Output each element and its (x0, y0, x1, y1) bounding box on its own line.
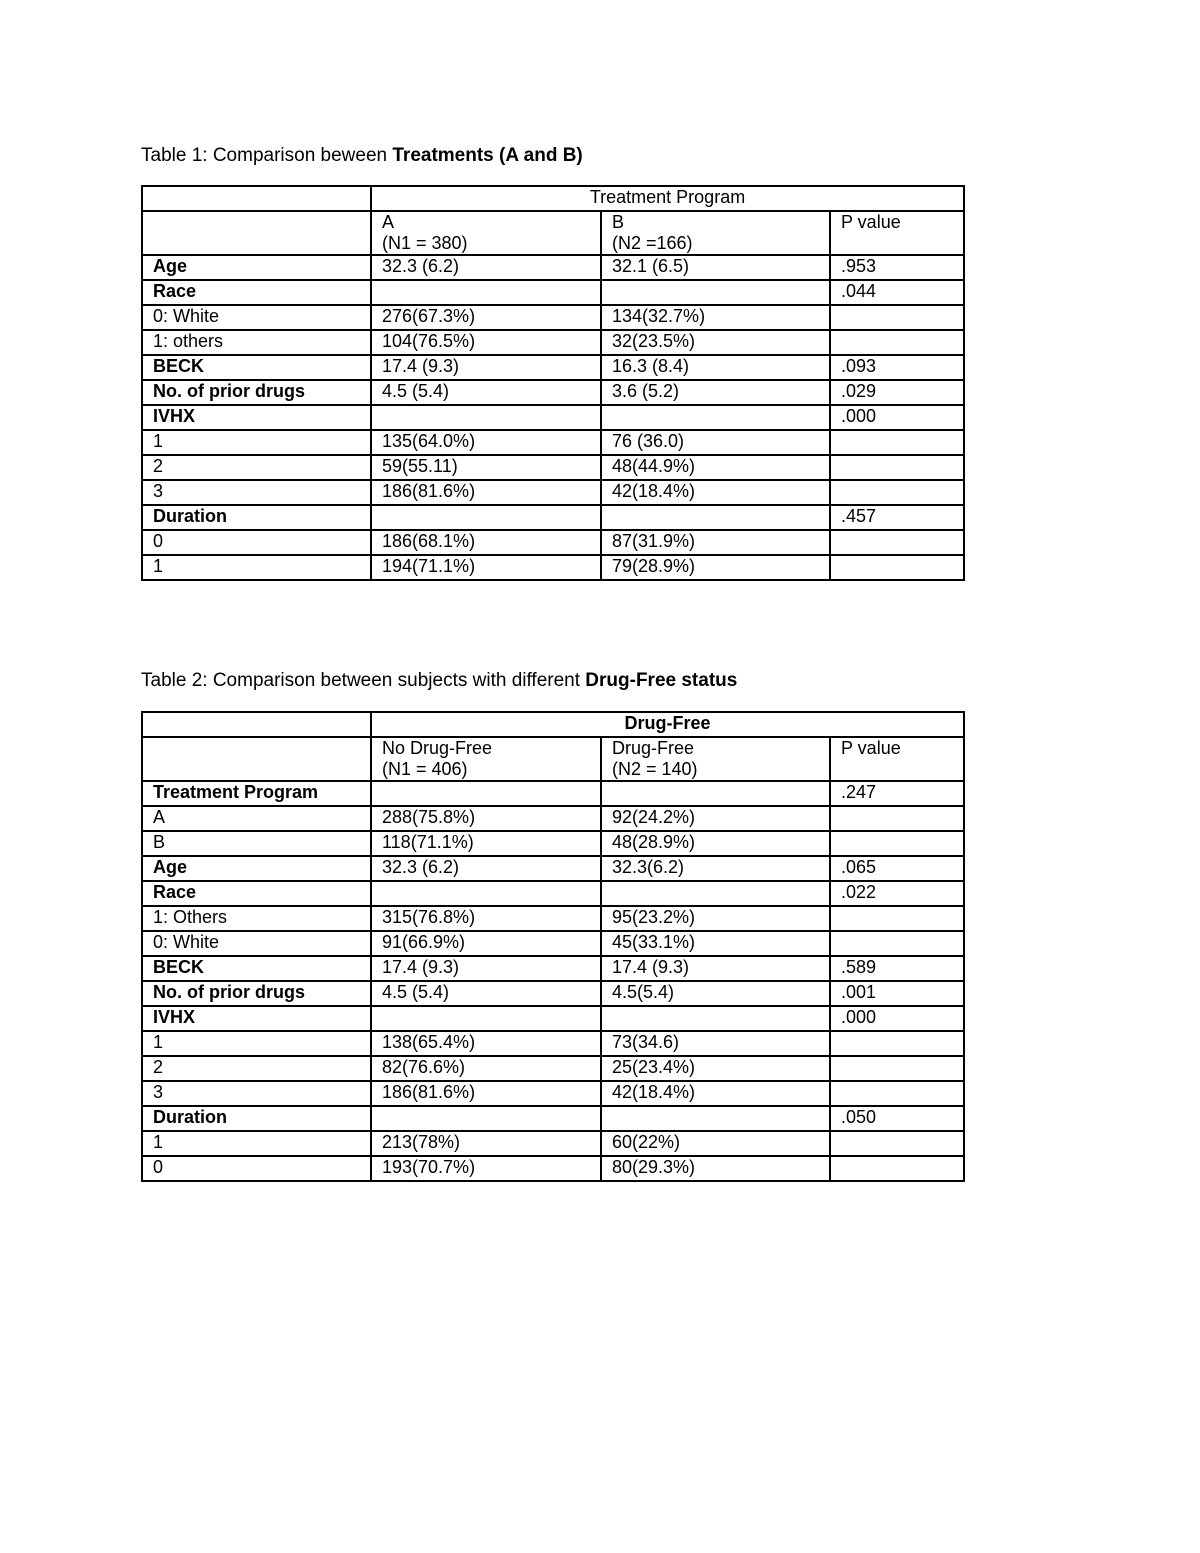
table-row (142, 906, 964, 931)
cell-b (601, 881, 830, 906)
table-row (142, 555, 964, 580)
cell-p-value: .044 (830, 280, 964, 305)
row-label: IVHX (142, 405, 371, 430)
row-label: 1 (142, 430, 371, 455)
cell-p-value (830, 906, 964, 931)
cell-p-value (830, 806, 964, 831)
cell-a: 315(76.8%) (371, 906, 601, 931)
table-row (142, 981, 964, 1006)
cell-a: 186(81.6%) (371, 480, 601, 505)
cell-b: 32(23.5%) (601, 330, 830, 355)
table2-col-p-header: P value (830, 737, 964, 781)
table2-caption (141, 670, 737, 692)
table1-col-b-header (601, 211, 830, 255)
cell-a: 186(81.6%) (371, 1081, 601, 1106)
table2-col-a-header (371, 737, 601, 781)
row-label: Age (142, 255, 371, 280)
cell-b: 73(34.6) (601, 1031, 830, 1056)
table1-caption-bold: Treatments (A and B) (392, 145, 583, 166)
cell-b: 79(28.9%) (601, 555, 830, 580)
table-row (142, 1156, 964, 1181)
table2-col-a-n: (N1 = 406) (382, 759, 468, 779)
cell-a: 213(78%) (371, 1131, 601, 1156)
cell-b: 17.4 (9.3) (601, 956, 830, 981)
cell-b: 60(22%) (601, 1131, 830, 1156)
cell-a: 193(70.7%) (371, 1156, 601, 1181)
cell-a: 135(64.0%) (371, 430, 601, 455)
cell-p-value (830, 1156, 964, 1181)
table2-caption-prefix: Table 2: Comparison between subjects with different (141, 670, 586, 691)
row-label: 1 (142, 555, 371, 580)
cell-b (601, 405, 830, 430)
table-row (142, 255, 964, 280)
table-row (142, 1081, 964, 1106)
table-row (142, 1106, 964, 1131)
table2-col-b-header (601, 737, 830, 781)
cell-b: 80(29.3%) (601, 1156, 830, 1181)
row-label: 1: Others (142, 906, 371, 931)
row-label: 3 (142, 480, 371, 505)
cell-a: 118(71.1%) (371, 831, 601, 856)
table2-col-b-n: (N2 = 140) (612, 759, 698, 779)
cell-p-value: .247 (830, 781, 964, 806)
cell-p-value (830, 480, 964, 505)
table-row (142, 956, 964, 981)
cell-p-value (830, 1131, 964, 1156)
cell-p-value: .589 (830, 956, 964, 981)
cell-b (601, 781, 830, 806)
cell-p-value (830, 1081, 964, 1106)
cell-b: 87(31.9%) (601, 530, 830, 555)
cell-b: 45(33.1%) (601, 931, 830, 956)
cell-p-value: .953 (830, 255, 964, 280)
table1-group-header-row (142, 186, 964, 211)
cell-a: 17.4 (9.3) (371, 355, 601, 380)
cell-p-value (830, 330, 964, 355)
cell-a: 276(67.3%) (371, 305, 601, 330)
table1-caption-prefix: Table 1: Comparison beween (141, 145, 393, 166)
table-row (142, 530, 964, 555)
cell-a (371, 1106, 601, 1131)
table2-caption-bold: Drug-Free status (585, 670, 738, 691)
cell-b: 48(28.9%) (601, 831, 830, 856)
cell-p-value (830, 305, 964, 330)
cell-a (371, 280, 601, 305)
cell-p-value: .050 (830, 1106, 964, 1131)
row-label: 2 (142, 1056, 371, 1081)
row-label: 0 (142, 1156, 371, 1181)
cell-b: 32.3(6.2) (601, 856, 830, 881)
cell-b: 95(23.2%) (601, 906, 830, 931)
row-label: Race (142, 280, 371, 305)
table-row (142, 280, 964, 305)
table1-col-a-n: (N1 = 380) (382, 233, 468, 253)
table2 (141, 711, 965, 1182)
cell-a: 4.5 (5.4) (371, 380, 601, 405)
cell-b: 42(18.4%) (601, 480, 830, 505)
cell-a (371, 781, 601, 806)
row-label: No. of prior drugs (142, 981, 371, 1006)
cell-p-value: .022 (830, 881, 964, 906)
row-label: B (142, 831, 371, 856)
row-label: 1: others (142, 330, 371, 355)
cell-a: 32.3 (6.2) (371, 255, 601, 280)
row-label: IVHX (142, 1006, 371, 1031)
row-label: Duration (142, 1106, 371, 1131)
table-row (142, 1056, 964, 1081)
cell-b (601, 280, 830, 305)
cell-p-value: .029 (830, 380, 964, 405)
table-row (142, 480, 964, 505)
row-label: 0: White (142, 931, 371, 956)
row-label: BECK (142, 956, 371, 981)
row-label: Race (142, 881, 371, 906)
cell-a: 4.5 (5.4) (371, 981, 601, 1006)
cell-p-value: .065 (830, 856, 964, 881)
table-row (142, 430, 964, 455)
table-row (142, 806, 964, 831)
cell-a (371, 881, 601, 906)
table1-col-a-title: A (382, 212, 395, 232)
table-row (142, 1031, 964, 1056)
table2-column-header-row (142, 737, 964, 781)
cell-p-value: .000 (830, 1006, 964, 1031)
cell-a: 59(55.11) (371, 455, 601, 480)
table1 (141, 185, 965, 581)
cell-p-value: .001 (830, 981, 964, 1006)
table-row (142, 931, 964, 956)
cell-b (601, 1006, 830, 1031)
row-label: 1 (142, 1131, 371, 1156)
row-label: 1 (142, 1031, 371, 1056)
cell-a: 17.4 (9.3) (371, 956, 601, 981)
cell-p-value (830, 455, 964, 480)
cell-a (371, 1006, 601, 1031)
table-row (142, 856, 964, 881)
row-label: 2 (142, 455, 371, 480)
cell-b: 42(18.4%) (601, 1081, 830, 1106)
table1-column-header-row (142, 211, 964, 255)
table1-corner-cell (142, 186, 371, 211)
cell-a: 138(65.4%) (371, 1031, 601, 1056)
cell-a: 32.3 (6.2) (371, 856, 601, 881)
cell-p-value (830, 430, 964, 455)
table2-group-header-row (142, 712, 964, 737)
cell-b: 32.1 (6.5) (601, 255, 830, 280)
cell-p-value (830, 530, 964, 555)
cell-b: 25(23.4%) (601, 1056, 830, 1081)
cell-b: 76 (36.0) (601, 430, 830, 455)
table1-col-p-header: P value (830, 211, 964, 255)
cell-b: 92(24.2%) (601, 806, 830, 831)
row-label: Duration (142, 505, 371, 530)
table1-group-header: Treatment Program (371, 186, 964, 211)
table2-header-blank (142, 737, 371, 781)
table-row (142, 505, 964, 530)
cell-p-value: .457 (830, 505, 964, 530)
table2-col-a-title: No Drug-Free (382, 738, 493, 758)
table-row (142, 1006, 964, 1031)
table-row (142, 781, 964, 806)
cell-a (371, 505, 601, 530)
cell-b: 4.5(5.4) (601, 981, 830, 1006)
cell-a: 288(75.8%) (371, 806, 601, 831)
row-label: Treatment Program (142, 781, 371, 806)
row-label: 3 (142, 1081, 371, 1106)
table-row (142, 380, 964, 405)
table2-col-b-title: Drug-Free (612, 738, 695, 758)
cell-a: 82(76.6%) (371, 1056, 601, 1081)
table-row (142, 1131, 964, 1156)
cell-b (601, 505, 830, 530)
cell-b: 16.3 (8.4) (601, 355, 830, 380)
table-row (142, 405, 964, 430)
cell-p-value (830, 555, 964, 580)
row-label: No. of prior drugs (142, 380, 371, 405)
table-row (142, 831, 964, 856)
cell-p-value: .000 (830, 405, 964, 430)
table-row (142, 355, 964, 380)
cell-p-value (830, 1031, 964, 1056)
cell-b: 134(32.7%) (601, 305, 830, 330)
table-row (142, 305, 964, 330)
table2-group-header: Drug-Free (371, 712, 964, 737)
table-row (142, 330, 964, 355)
row-label: A (142, 806, 371, 831)
row-label: BECK (142, 355, 371, 380)
row-label: Age (142, 856, 371, 881)
row-label: 0: White (142, 305, 371, 330)
cell-a: 104(76.5%) (371, 330, 601, 355)
cell-p-value (830, 831, 964, 856)
cell-a: 91(66.9%) (371, 931, 601, 956)
table1-col-b-title: B (612, 212, 625, 232)
row-label: 0 (142, 530, 371, 555)
cell-p-value: .093 (830, 355, 964, 380)
table1-col-b-n: (N2 =166) (612, 233, 693, 253)
table2-corner-cell (142, 712, 371, 737)
cell-b: 48(44.9%) (601, 455, 830, 480)
cell-a: 194(71.1%) (371, 555, 601, 580)
cell-a (371, 405, 601, 430)
cell-p-value (830, 1056, 964, 1081)
table1-header-blank (142, 211, 371, 255)
cell-b (601, 1106, 830, 1131)
cell-a: 186(68.1%) (371, 530, 601, 555)
table1-caption (141, 145, 583, 167)
table-row (142, 455, 964, 480)
cell-p-value (830, 931, 964, 956)
table-row (142, 881, 964, 906)
cell-b: 3.6 (5.2) (601, 380, 830, 405)
table1-col-a-header (371, 211, 601, 255)
